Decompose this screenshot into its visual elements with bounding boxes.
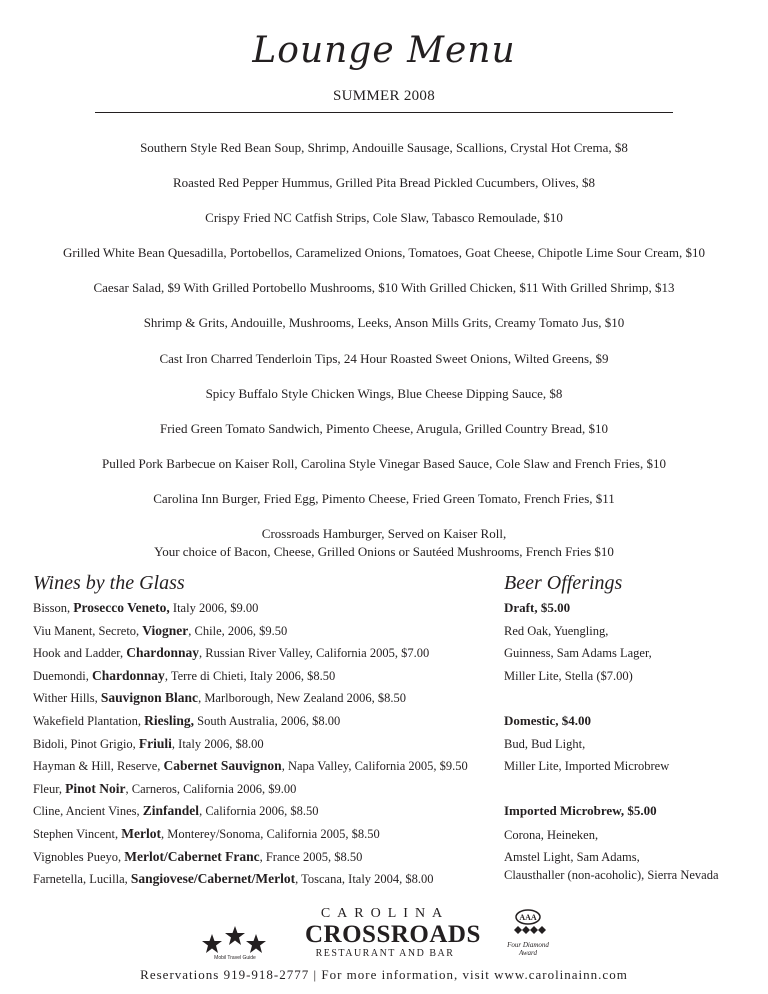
wine-varietal: Merlot/Cabernet Franc: [124, 848, 260, 864]
beer-section-title: Draft, $5.00: [504, 600, 571, 615]
wine-item: [33, 666, 468, 689]
wine-producer: Bidoli, Pinot Grigio,: [33, 736, 139, 751]
wines-heading: Wines by the Glass: [33, 572, 185, 594]
food-menu-list: [0, 139, 768, 560]
mobil-award-logo: [202, 926, 268, 962]
wine-producer: Wither Hills,: [33, 691, 101, 706]
wine-item: [33, 779, 468, 802]
wine-details: South Australia, 2006, $8.00: [194, 713, 341, 728]
wine-varietal: Zinfandel: [142, 803, 200, 819]
svg-text:AAA: AAA: [519, 913, 537, 922]
wine-varietal: Friuli: [138, 735, 172, 751]
menu-item: Spicy Buffalo Style Chicken Wings, Blue Cheese Dipping Sauce, $8: [205, 385, 563, 401]
crossroads-logo: CAROLINA CROSSROADS RESTAURANT AND BAR: [305, 906, 481, 959]
menu-item: Caesar Salad, $9 With Grilled Portobello Mushrooms, $10 With Grilled Chicken, $11 With Grilled Shrimp, $13: [93, 280, 675, 296]
wine-varietal: Sangiovese/Cabernet/Merlot: [130, 871, 296, 887]
wine-producer: Hayman & Hill, Reserve,: [33, 759, 164, 774]
wine-varietal: Riesling,: [144, 712, 195, 728]
menu-item-hamburger: [0, 525, 768, 560]
diamond-icon: [510, 908, 546, 936]
wine-item: [33, 801, 468, 824]
beer-item: Miller Lite, Stella ($7.00): [504, 668, 633, 683]
wine-details: , Terre di Chieti, Italy 2006, $8.50: [164, 668, 336, 683]
wine-producer: Viu Manent, Secreto,: [33, 623, 143, 638]
wine-item: [33, 711, 468, 734]
wine-details: Italy 2006, $9.00: [169, 601, 259, 615]
wine-producer: Vignobles Pueyo,: [33, 849, 125, 864]
wine-details: , Russian River Valley, California 2005, $7.00: [199, 646, 430, 661]
wine-item: [33, 734, 468, 757]
menu-item: Southern Style Red Bean Soup, Shrimp, Andouille Sausage, Scallions, Crystal Hot Crema, $8: [140, 140, 628, 155]
beer-list: [504, 598, 719, 884]
menu-item: Grilled White Bean Quesadilla, Portobellos, Caramelized Onions, Tomatoes, Goat Cheese, Chipotle Lime Sour Cream, $10: [63, 245, 705, 261]
svg-text:Mobil Travel Guide: Mobil Travel Guide: [214, 955, 256, 961]
beer-section-title: Domestic, $4.00: [504, 712, 592, 728]
beer-heading: Beer Offerings: [504, 572, 623, 594]
wine-details: , Chile, 2006, $9.50: [188, 623, 288, 638]
wine-varietal: Cabernet Sauvignon: [163, 758, 282, 774]
menu-item: Cast Iron Charred Tenderloin Tips, 24 Hour Roasted Sweet Onions, Wilted Greens, $9: [159, 350, 609, 366]
wine-producer: Fleur,: [33, 781, 66, 796]
menu-item: Carolina Inn Burger, Fried Egg, Pimento Cheese, Fried Green Tomato, French Fries, $11: [153, 490, 615, 506]
menu-item: Pulled Pork Barbecue on Kaiser Roll, Carolina Style Vinegar Based Sauce, Cole Slaw and French Fries, $10: [101, 455, 666, 471]
beer-item: Amstel Light, Sam Adams,: [504, 849, 640, 864]
wine-item: [33, 847, 468, 870]
wine-varietal: Chardonnay: [92, 667, 165, 683]
beer-item: Red Oak, Yuengling,: [504, 623, 609, 638]
menu-item: Crispy Fried NC Catfish Strips, Cole Slaw, Tabasco Remoulade, $10: [205, 210, 563, 226]
beer-item: Miller Lite, Imported Microbrew: [504, 759, 670, 774]
wine-details: , Toscana, Italy 2004, $8.00: [295, 872, 434, 887]
wine-varietal: Pinot Noir: [65, 780, 126, 796]
wine-item: [33, 688, 468, 711]
header-divider: [95, 112, 673, 113]
wine-details: , Italy 2006, $8.00: [171, 736, 264, 751]
wine-varietal: Sauvignon Blanc: [100, 690, 199, 706]
wine-details: , Monterey/Sonoma, California 2005, $8.50: [160, 826, 380, 841]
wine-item: [33, 621, 468, 644]
wine-item: [33, 643, 468, 666]
wine-list: [33, 598, 468, 892]
wine-details: , Marlborough, New Zealand 2006, $8.50: [198, 691, 407, 706]
menu-item: Roasted Red Pepper Hummus, Grilled Pita Bread Pickled Cucumbers, Olives, $8: [172, 175, 596, 191]
wine-item: [33, 598, 468, 621]
wine-producer: Farnetella, Lucilla,: [33, 872, 131, 887]
wine-item: [33, 756, 468, 779]
menu-item: Fried Green Tomato Sandwich, Pimento Cheese, Arugula, Grilled Country Bread, $10: [160, 420, 608, 436]
wine-producer: Stephen Vincent,: [33, 826, 122, 841]
menu-item-line: Crossroads Hamburger, Served on Kaiser Roll,: [261, 526, 507, 542]
wine-varietal: Prosecco Veneto,: [73, 600, 170, 615]
reservations-footer: Reservations 919-918-2777 | For more information, visit www.carolinainn.com: [140, 967, 628, 982]
beer-item: Clausthaller (non-acoholic), Sierra Nevada: [504, 867, 719, 882]
wine-producer: Hook and Ladder,: [33, 646, 127, 661]
logo-strip: [0, 906, 768, 966]
wine-producer: Cline, Ancient Vines,: [33, 804, 143, 819]
menu-title: Lounge Menu: [252, 30, 516, 71]
wine-details: , Carneros, California 2006, $9.00: [125, 781, 297, 796]
wine-varietal: Viogner: [142, 622, 189, 638]
menu-subtitle: SUMMER 2008: [332, 88, 436, 104]
wine-details: , France 2005, $8.50: [259, 849, 363, 864]
wine-producer: Bisson,: [33, 601, 74, 615]
wine-details: , California 2006, $8.50: [199, 804, 319, 819]
wine-item: [33, 824, 468, 847]
wine-varietal: Merlot: [121, 825, 161, 841]
menu-item: Shrimp & Grits, Andouille, Mushrooms, Leeks, Anson Mills Grits, Creamy Tomato Jus, $10: [143, 315, 625, 331]
beer-item: Guinness, Sam Adams Lager,: [504, 646, 652, 661]
beer-item: Corona, Heineken,: [504, 828, 599, 843]
beer-section-title: Imported Microbrew, $5.00: [504, 803, 657, 819]
aaa-award-logo: AAA Four Diamond Award: [500, 908, 556, 964]
wine-item: [33, 869, 468, 892]
stars-icon: [202, 926, 268, 962]
wine-varietal: Chardonnay: [126, 645, 200, 661]
beer-item: Bud, Bud Light,: [504, 736, 586, 751]
menu-item-line: Your choice of Bacon, Cheese, Grilled Onions or Sautéed Mushrooms, French Fries $10: [154, 544, 614, 560]
wine-producer: Wakefield Plantation,: [33, 713, 145, 728]
wine-details: , Napa Valley, California 2005, $9.50: [281, 759, 468, 774]
wine-producer: Duemondi,: [33, 668, 93, 683]
